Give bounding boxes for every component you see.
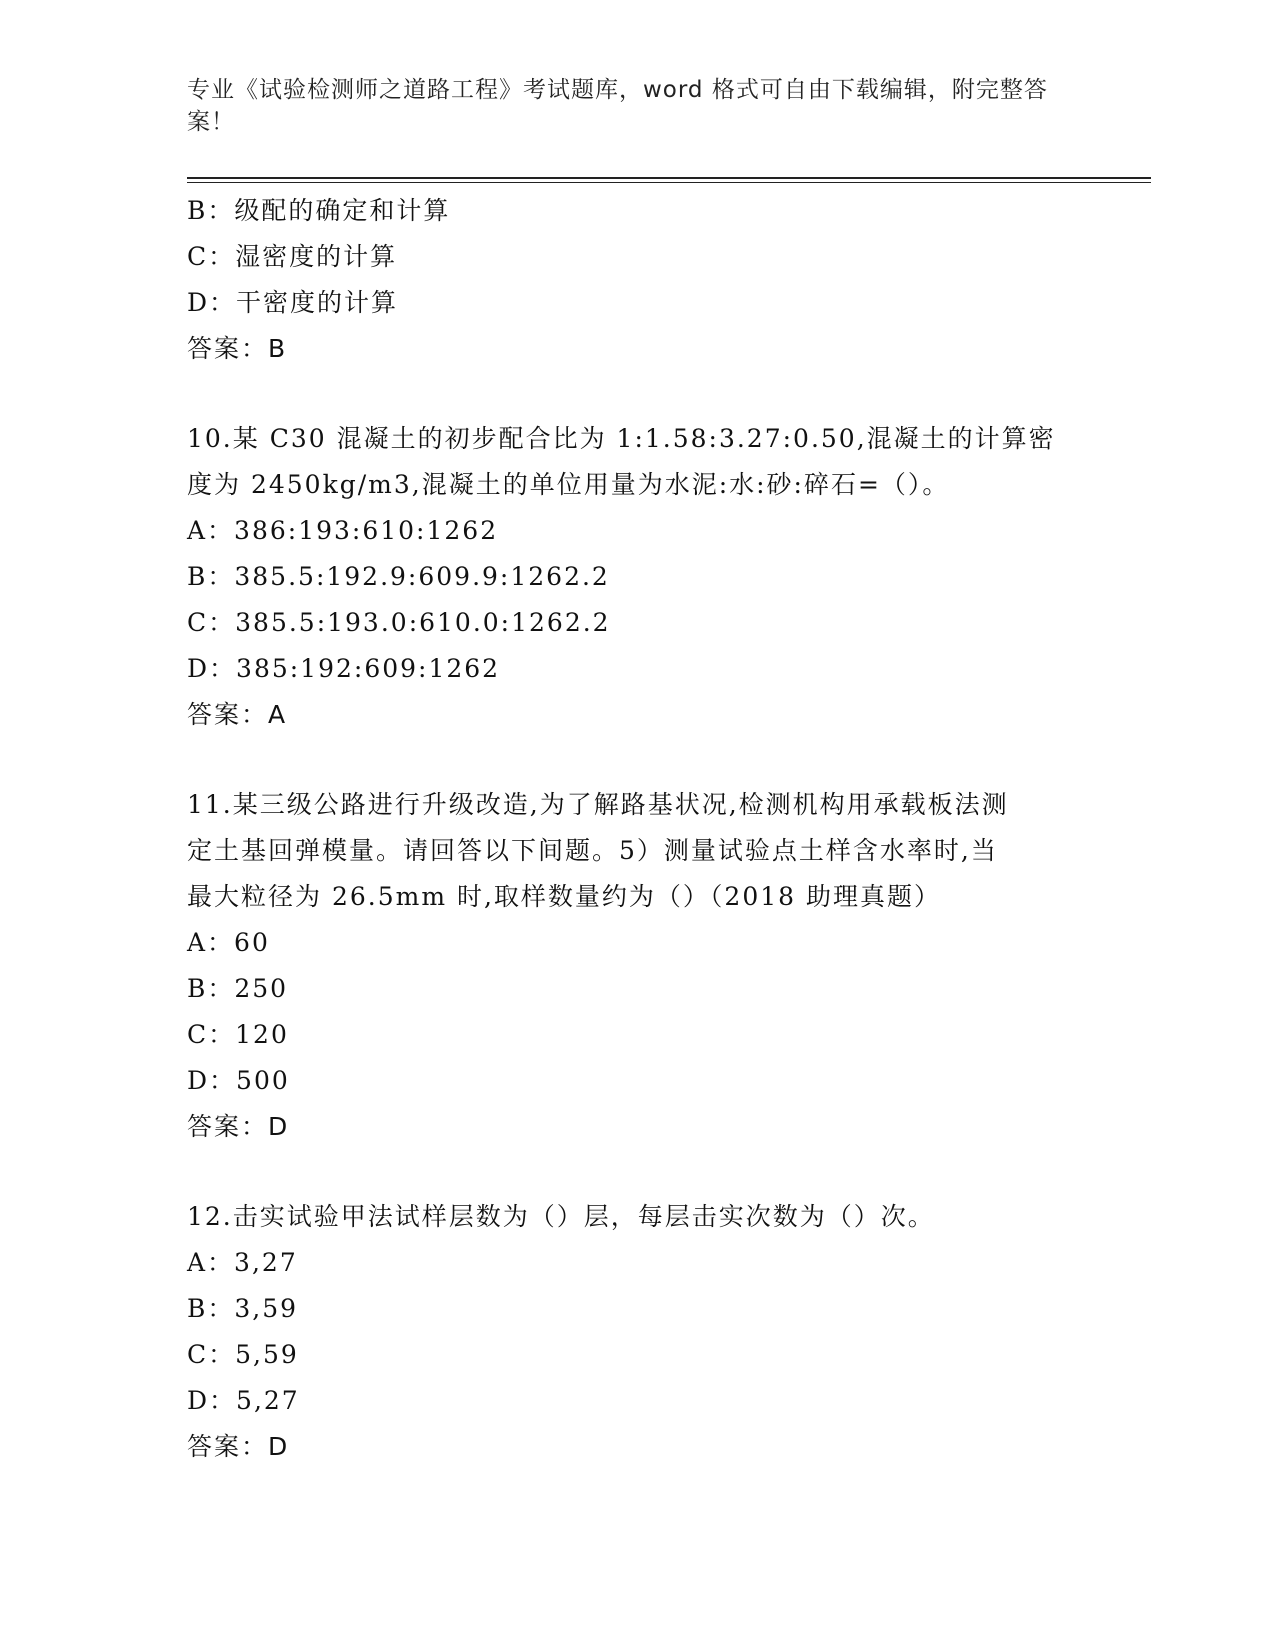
question-list: [187, 188, 1087, 1470]
answer-line: 答案：A: [187, 700, 288, 729]
header-line-1: 专业《试验检测师之道路工程》考试题库，word 格式可自由下载编辑，附完整答: [187, 77, 1048, 103]
document-header: [187, 74, 1067, 138]
option-d: D：500: [187, 1066, 290, 1095]
spacer: [187, 738, 1087, 782]
option-a: A：386:193:610:1262: [187, 516, 499, 545]
option-c: C：湿密度的计算: [187, 242, 398, 271]
option-b: B：级配的确定和计算: [187, 196, 451, 225]
header-divider-thick: [187, 177, 1151, 179]
answer-line: 答案：D: [187, 1112, 290, 1141]
question-stem-line: 定土基回弹模量。请回答以下间题。5）测量试验点土样含水率时,当: [187, 836, 998, 865]
question-10: [187, 416, 1087, 738]
option-d: D：干密度的计算: [187, 288, 399, 317]
answer-line: 答案：B: [187, 334, 288, 363]
question-prev: [187, 188, 1087, 372]
question-11: [187, 782, 1087, 1150]
question-stem-line: 12.击实试验甲法试样层数为（）层，每层击实次数为（）次。: [187, 1202, 935, 1231]
option-d: D：385:192:609:1262: [187, 654, 501, 683]
question-12: [187, 1194, 1087, 1470]
option-c: C：120: [187, 1020, 289, 1049]
option-a: A：3,27: [187, 1248, 298, 1277]
option-d: D：5,27: [187, 1386, 300, 1415]
option-b: B：385.5:192.9:609.9:1262.2: [187, 562, 610, 591]
question-stem-line: 度为 2450kg/m3,混凝土的单位用量为水泥:水:砂:碎石=（）。: [187, 470, 950, 499]
option-c: C：385.5:193.0:610.0:1262.2: [187, 608, 611, 637]
option-c: C：5,59: [187, 1340, 299, 1369]
header-line-2: 案！: [187, 109, 235, 135]
spacer: [187, 1150, 1087, 1194]
question-stem-line: 10.某 C30 混凝土的初步配合比为 1:1.58:3.27:0.50,混凝土的计算密: [187, 424, 1056, 453]
spacer: [187, 372, 1087, 416]
option-b: B：250: [187, 974, 289, 1003]
answer-line: 答案：D: [187, 1432, 290, 1461]
header-divider-thin: [187, 182, 1151, 183]
option-b: B：3,59: [187, 1294, 299, 1323]
option-a: A：60: [187, 928, 270, 957]
question-stem-line: 最大粒径为 26.5mm 时,取样数量约为（）（2018 助理真题）: [187, 882, 941, 911]
question-stem-line: 11.某三级公路进行升级改造,为了解路基状况,检测机构用承载板法测: [187, 790, 1009, 819]
